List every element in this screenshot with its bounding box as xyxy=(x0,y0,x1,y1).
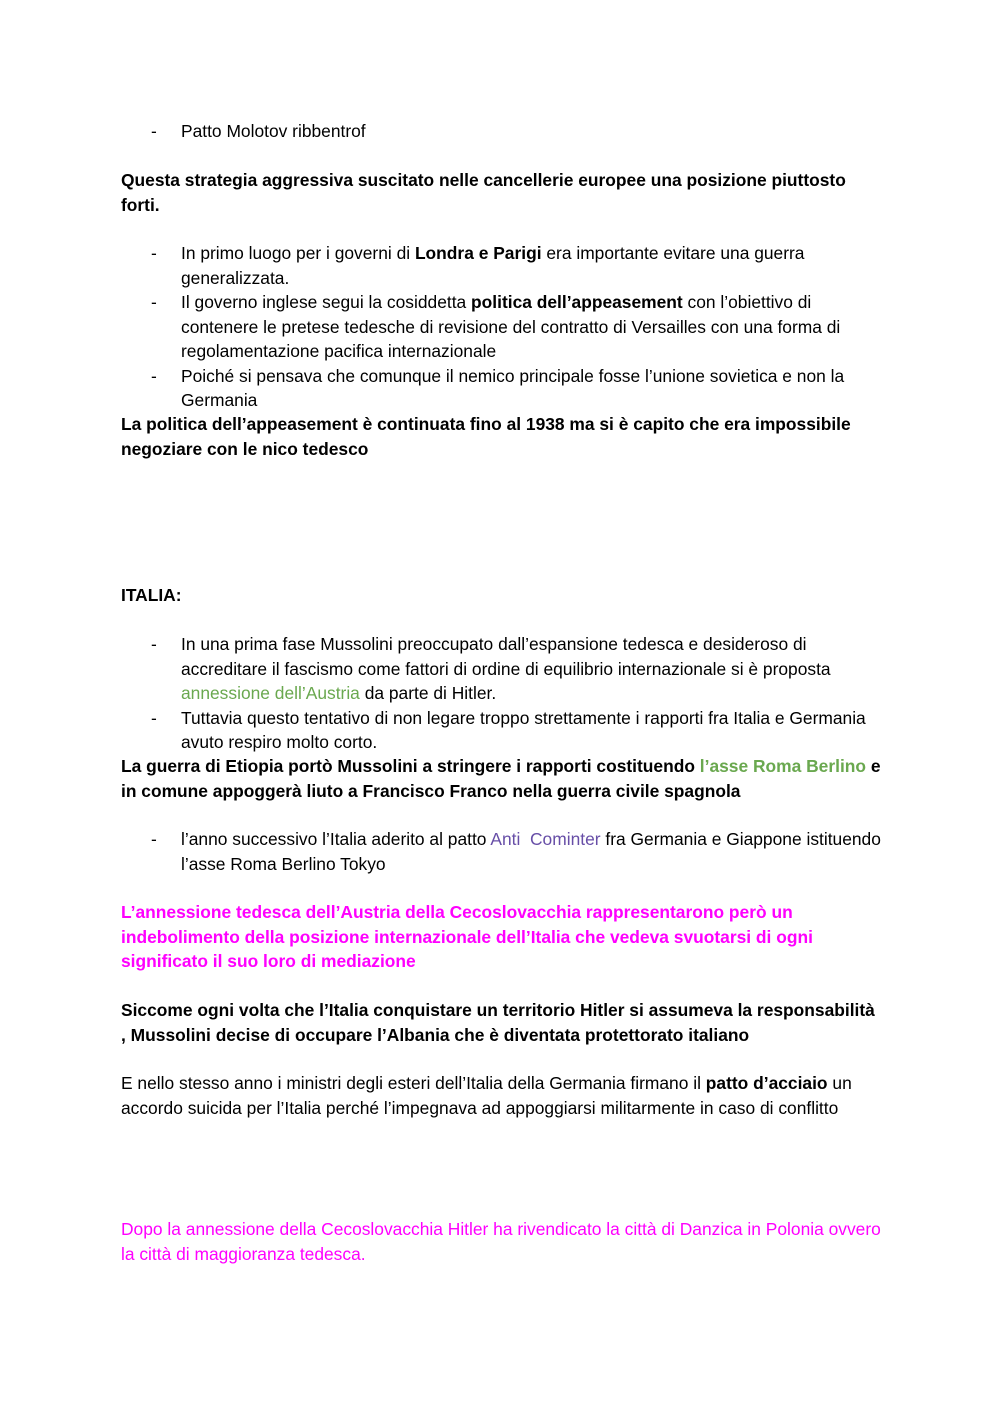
dash-bullet: - xyxy=(151,121,157,141)
list-item xyxy=(121,364,881,413)
dash-bullet: - xyxy=(151,365,157,386)
list-item xyxy=(121,119,881,144)
paragraph-text: E nello stesso anno i ministri degli esteri dell’Italia della Germania firmano il xyxy=(121,1073,706,1093)
paragraph-albania: Siccome ogni volta che l’Italia conquistare un territorio Hitler si assumeva la responsabilità , Mussolini decise di occupare l’Albania che è diventata protettorato italiano xyxy=(121,1000,875,1045)
paragraph-text: e in comune appoggerà liuto a Francisco Franco nella guerra civile spagnola xyxy=(121,756,881,801)
list-item-text: con l’obiettivo di contenere le pretese tedesche di revisione del contratto di Versailles con una forma di regolamentazione pacifica internazionale xyxy=(181,292,841,361)
list-item-text: da parte di Hitler. xyxy=(359,683,497,703)
paragraph-etiopia xyxy=(121,754,881,803)
list-item-text: fra Germania e Giappone istituendo l’asse Roma Berlino Tokyo xyxy=(181,829,881,874)
list-item xyxy=(121,827,881,876)
highlight-text: annessione dell’Austria xyxy=(181,683,360,703)
bullet-list-3 xyxy=(121,632,881,755)
paragraph-danzica: Dopo la annessione della Cecoslovacchia Hitler ha rivendicato la città di Danzica in Polonia ovvero la città di maggioranza tedesca. xyxy=(121,1219,881,1264)
heading-italia: ITALIA: xyxy=(121,585,182,605)
list-item xyxy=(121,632,881,706)
paragraph-annessione: L’annessione tedesca dell’Austria della Cecoslovacchia rappresentarono però un indebolimento della posizione internazionale dell’Italia che vedeva svuotarsi di ogni significato il suo loro di mediazione xyxy=(121,902,813,971)
dash-bullet: - xyxy=(151,634,157,654)
emphasis-text: Londra e Parigi xyxy=(414,243,542,263)
list-item-text: Tuttavia questo tentativo di non legare troppo strettamente i rapporti fra Italia e Germania avuto respiro molto corto. xyxy=(181,707,866,752)
list-item-text: Poiché si pensava che comunque il nemico principale fosse l’unione sovietica e non la Germania xyxy=(181,365,845,410)
list-item-text: Il governo inglese segui la cosiddetta xyxy=(181,292,472,312)
list-item xyxy=(121,241,881,290)
list-item xyxy=(121,706,881,755)
highlight-text: l’asse Roma Berlino xyxy=(699,756,867,776)
bullet-list-1 xyxy=(121,119,881,144)
dash-bullet: - xyxy=(151,292,157,312)
dash-bullet: - xyxy=(151,707,157,728)
list-item-text: In una prima fase Mussolini preoccupato dall’espansione tedesca e desideroso di accreditare il fascismo come fattori di ordine di equilibrio internazionale si è proposta xyxy=(181,634,831,679)
list-item-text: In primo luogo per i governi di xyxy=(181,243,415,263)
dash-bullet: - xyxy=(151,243,157,263)
list-item-text: Patto Molotov ribbentrof xyxy=(181,121,366,141)
list-item-text: era importante evitare una guerra generalizzata. xyxy=(181,243,805,288)
list-item-text: l’anno successivo l’Italia aderito al patto xyxy=(181,829,491,849)
bullet-list-2 xyxy=(121,241,881,413)
highlight-text: Anti Cominter xyxy=(490,829,601,849)
emphasis-text: politica dell’appeasement xyxy=(471,292,683,312)
emphasis-text: patto d’acciaio xyxy=(705,1073,828,1093)
bullet-list-4 xyxy=(121,827,881,876)
list-item xyxy=(121,290,881,364)
paragraph-text: un accordo suicida per l’Italia perché l’impegnava ad appoggiarsi militarmente in caso di conflitto xyxy=(121,1073,852,1118)
dash-bullet: - xyxy=(151,829,157,849)
paragraph-strategy: Questa strategia aggressiva suscitato nelle cancellerie europee una posizione piuttosto forti. xyxy=(121,170,846,215)
paragraph-patto-acciaio xyxy=(121,1071,881,1120)
paragraph-text: La guerra di Etiopia portò Mussolini a stringere i rapporti costituendo xyxy=(121,756,700,776)
paragraph-appeasement: La politica dell’appeasement è continuata fino al 1938 ma si è capito che era impossibile negoziare con le nico tedesco xyxy=(121,414,851,459)
